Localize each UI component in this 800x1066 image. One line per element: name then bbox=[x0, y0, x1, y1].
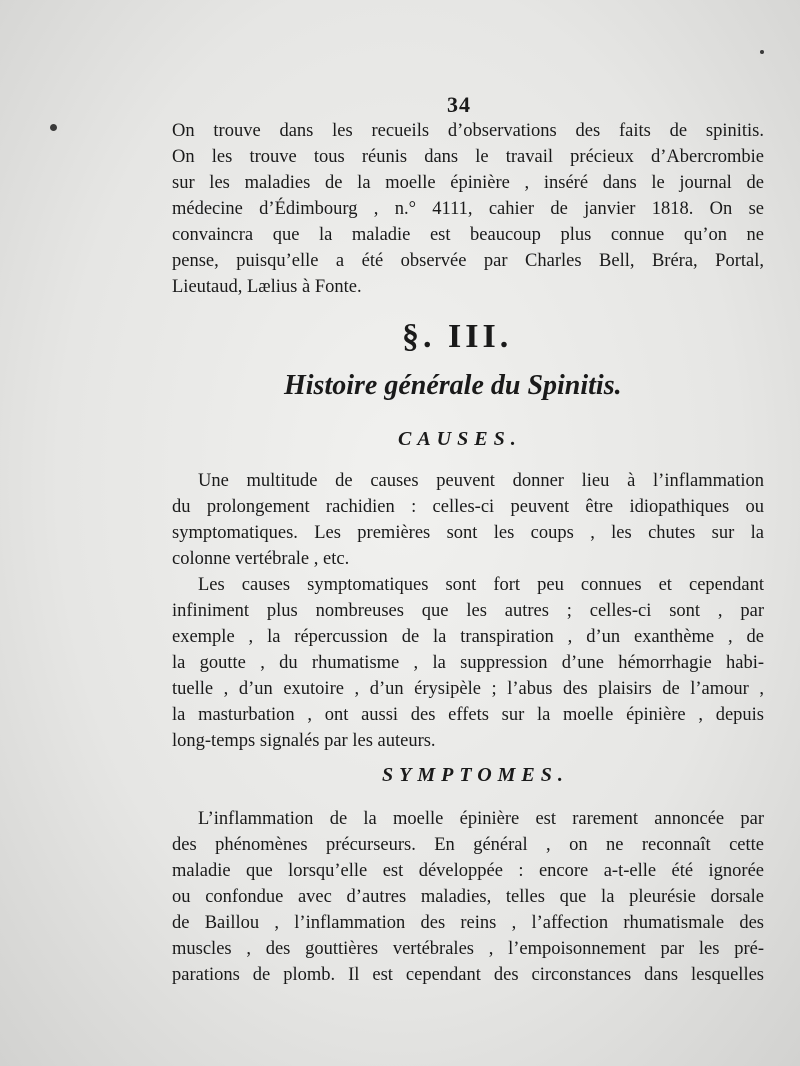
text-line: ou confondue avec d’autres maladies, telles que la pleurésie dorsale bbox=[172, 887, 764, 907]
text-line: colonne vertébrale , etc. bbox=[172, 549, 350, 569]
text-line: la masturbation , ont aussi des effets sur la moelle épinière , depuis bbox=[172, 705, 764, 725]
text-line: sur les maladies de la moelle épinière , inséré dans le journal de bbox=[172, 173, 764, 193]
ink-spot bbox=[50, 124, 57, 131]
text-line: On les trouve tous réunis dans le travail précieux d’Abercrombie bbox=[172, 147, 764, 167]
text-line: parations de plomb. Il est cependant des circonstances dans lesquelles bbox=[172, 965, 764, 985]
causes-paragraph-2 bbox=[172, 572, 764, 754]
text-line: tuelle , d’un exutoire , d’un érysipèle ; l’abus des plaisirs de l’amour , bbox=[172, 679, 764, 699]
text-line: médecine d’Édimbourg , n.° 4111, cahier de janvier 1818. On se bbox=[172, 199, 764, 219]
text-line: Les causes symptomatiques sont fort peu connues et cependant bbox=[198, 575, 764, 595]
text-line: Une multitude de causes peuvent donner lieu à l’inflammation bbox=[198, 471, 764, 491]
text-line: pense, puisqu’elle a été observée par Charles Bell, Bréra, Portal, bbox=[172, 251, 764, 271]
text-line: Lieutaud, Lælius à Fonte. bbox=[172, 277, 362, 297]
causes-paragraph-1 bbox=[172, 468, 764, 572]
symptomes-paragraph bbox=[172, 806, 764, 988]
text-line: du prolongement rachidien : celles-ci peuvent être idiopathiques ou bbox=[172, 497, 764, 517]
text-line: symptomatiques. Les premières sont les coups , les chutes sur la bbox=[172, 523, 764, 543]
text-line: long-temps signalés par les auteurs. bbox=[172, 731, 436, 751]
text-line: On trouve dans les recueils d’observations des faits de spinitis. bbox=[172, 121, 764, 141]
symptomes-heading: SYMPTOMES. bbox=[382, 764, 569, 786]
ink-spot bbox=[760, 50, 764, 54]
section-number: §. III. bbox=[402, 318, 513, 355]
page-number: 34 bbox=[447, 92, 471, 117]
causes-heading: CAUSES. bbox=[398, 428, 522, 450]
text-line: exemple , la répercussion de la transpiration , d’un exanthème , de bbox=[172, 627, 764, 647]
text-line: convaincra que la maladie est beaucoup plus connue qu’on ne bbox=[172, 225, 764, 245]
text-line: muscles , des gouttières vertébrales , l’empoisonnement par les pré- bbox=[172, 939, 764, 959]
text-line: L’inflammation de la moelle épinière est rarement annoncée par bbox=[198, 809, 764, 829]
text-line: maladie que lorsqu’elle est développée : encore a-t-elle été ignorée bbox=[172, 861, 764, 881]
section-title: Histoire générale du Spinitis. bbox=[284, 370, 622, 401]
text-line: des phénomènes précurseurs. En général , on ne reconnaît cette bbox=[172, 835, 764, 855]
text-line: infiniment plus nombreuses que les autres ; celles-ci sont , par bbox=[172, 601, 764, 621]
text-line: de Baillou , l’inflammation des reins , l’affection rhumatismale des bbox=[172, 913, 764, 933]
intro-paragraph bbox=[172, 118, 764, 300]
text-line: la goutte , du rhumatisme , la suppression d’une hémorrhagie habi- bbox=[172, 653, 764, 673]
